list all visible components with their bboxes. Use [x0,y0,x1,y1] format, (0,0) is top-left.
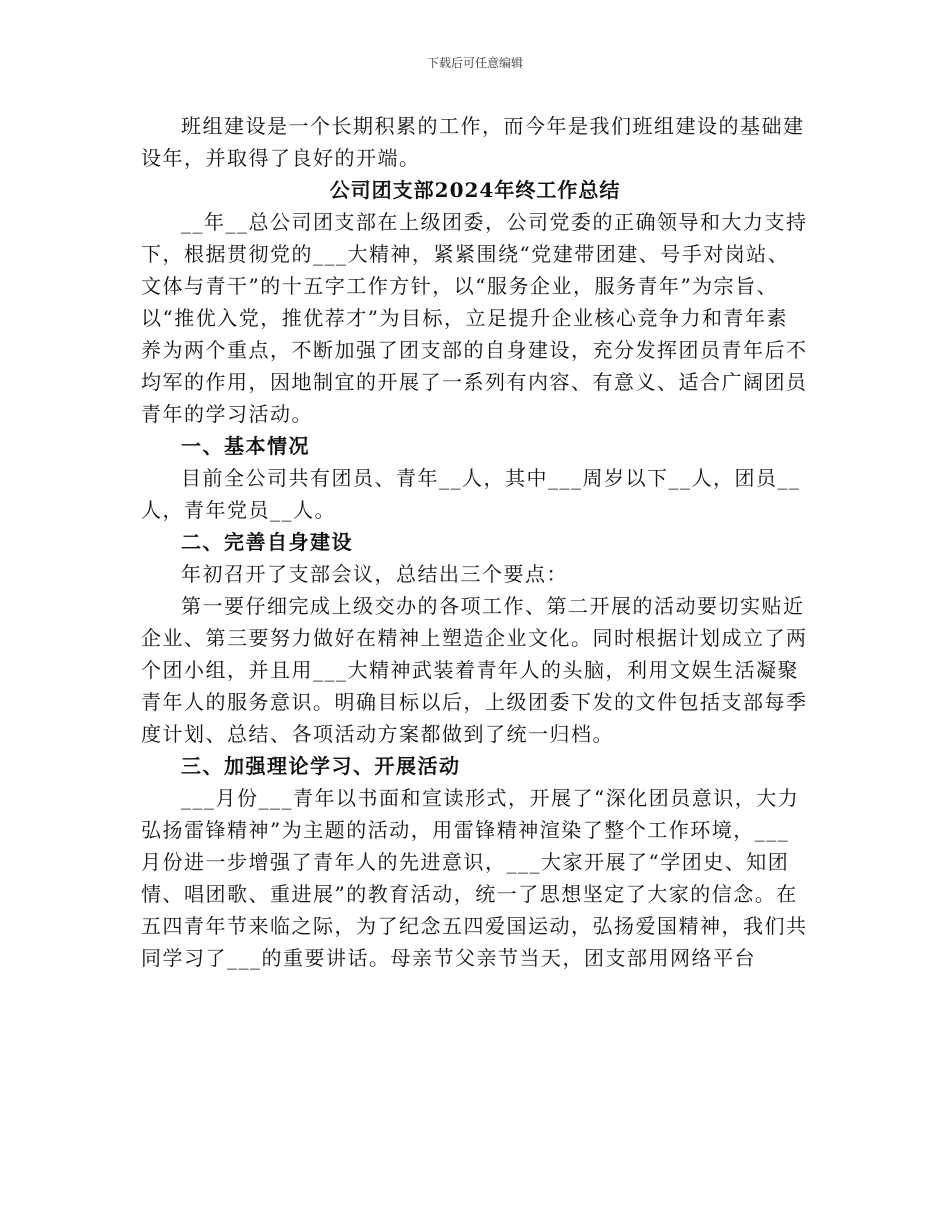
paragraph: 班组建设是一个长期积累的工作，而今年是我们班组建设的基础建设年，并取得了良好的开端。 [141,114,805,170]
section-heading: 三、加强理论学习、开展活动 [181,754,461,778]
paragraph: ___月份___青年以书面和宣读形式，开展了“深化团员意识，大力弘扬雷锋精神”为主题的活动，用雷锋精神渲染了整个工作环境，___月份进一步增强了青年人的先进意识，___大家开展了“学团史、知团情、唱团歌、重进展”的教育活动，统一了思想坚定了大家的信念。在五四青年节来临之际，为了纪念五四爱国运动，弘扬爱国精神，我们共同学习了___的重要讲话。母亲节父亲节当天，团支部用网络平台 [141,786,808,970]
section-heading: 二、完善自身建设 [181,530,353,554]
paragraph: 第一要仔细完成上级交办的各项工作、第二开展的活动要切实贴近企业、第三要努力做好在精神上塑造企业文化。同时根据计划成立了两个团小组，并且用___大精神武装着青年人的头脑，利用文娱生活凝聚青年人的服务意识。明确目标以后，上级团委下发的文件包括支部每季度计划、总结、各项活动方案都做到了统一归档。 [141,594,808,746]
section-heading: 一、基本情况 [181,434,310,458]
page-header-note: 下载后可任意编辑 [426,56,523,70]
paragraph: __年__总公司团支部在上级团委，公司党委的正确领导和大力支持下，根据贯彻党的___大精神，紧紧围绕“党建带团建、号手对岗站、文体与青干”的十五字工作方针，以“服务企业，服务青年”为宗旨、以“推优入党，推优荐才”为目标，立足提升企业核心竞争力和青年素养为两个重点，不断加强了团支部的自身建设，充分发挥团员青年后不均军的作用，因地制宜的开展了一系列有内容、有意义、适合广阔团员青年的学习活动。 [141,210,808,426]
document-body [141,110,809,974]
paragraph: 目前全公司共有团员、青年__人，其中___周岁以下__人，团员__人，青年党员__人。 [141,466,801,522]
document-title: 公司团支部2024年终工作总结 [329,178,621,202]
paragraph: 年初召开了支部会议，总结出三个要点： [181,562,568,586]
